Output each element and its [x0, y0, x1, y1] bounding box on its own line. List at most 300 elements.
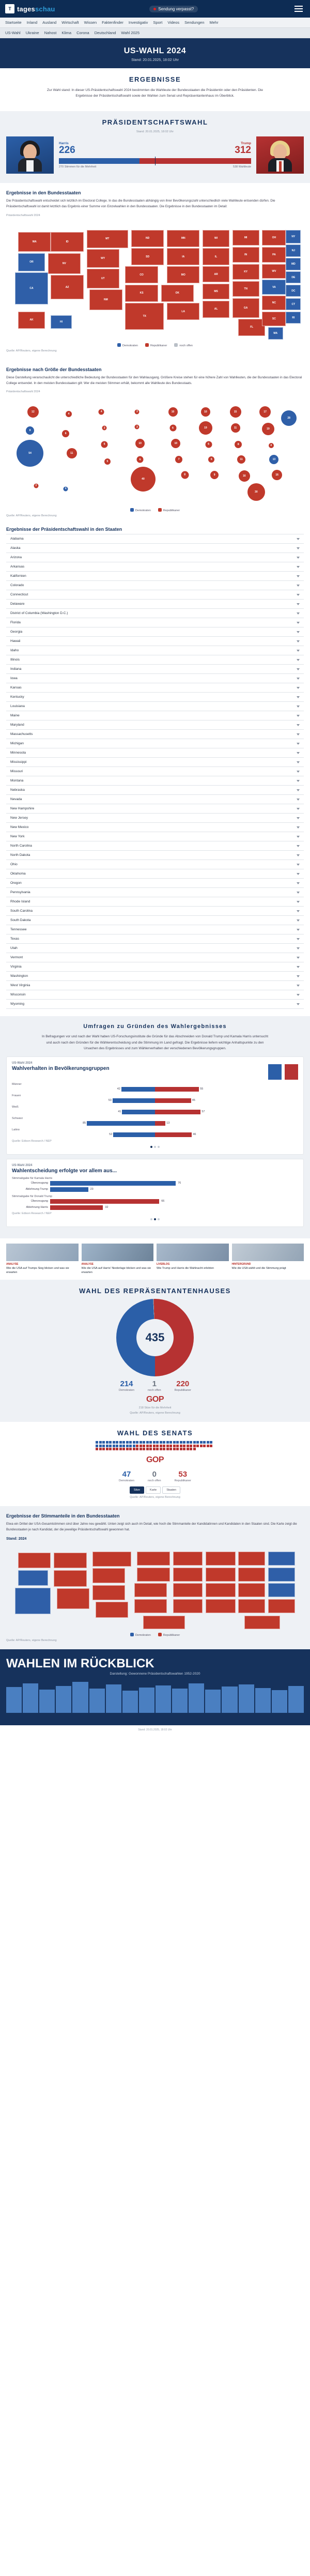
bubble-wy[interactable]: 3 [102, 426, 107, 431]
state-accordion-row[interactable] [6, 562, 304, 572]
bubble-in[interactable]: 11 [231, 423, 240, 433]
senate-seat [153, 1441, 156, 1444]
bubble-wi[interactable]: 10 [201, 407, 210, 417]
state-pa[interactable]: PA [262, 247, 286, 263]
state-accordion-row[interactable] [6, 925, 304, 934]
state-nj[interactable]: NJ [286, 244, 301, 257]
state-accordion-row[interactable] [6, 841, 304, 851]
bar-left-harris [12, 1098, 155, 1103]
senate-seat [129, 1445, 132, 1447]
senate-seat [106, 1445, 109, 1447]
state-nc[interactable]: NC [262, 296, 286, 310]
sub-navigation[interactable] [0, 28, 310, 38]
state-ri[interactable]: RI [286, 312, 301, 324]
motivation-label: Überzeugung [30, 1200, 48, 1203]
chevron-down-icon [297, 678, 300, 680]
bar-left-harris [12, 1132, 155, 1137]
demographic-group [12, 1117, 298, 1126]
state-accordion-row[interactable] [6, 590, 304, 600]
nav-item-5[interactable]: Faktenfinder [102, 20, 123, 25]
bubble-id[interactable]: 4 [66, 411, 72, 417]
card2-subhead-b: Stimmabgabe für Donald Trump [12, 1194, 52, 1198]
state-ar[interactable]: AR [203, 266, 229, 282]
subnav-item-4[interactable]: Corona [76, 30, 89, 35]
senate-seat [133, 1445, 135, 1447]
bubble-ny[interactable]: 28 [281, 410, 297, 426]
state-ks[interactable]: KS [125, 285, 158, 302]
pv-state-wy[interactable] [92, 1568, 125, 1583]
pv-state-ks[interactable] [134, 1599, 167, 1613]
state-accordion-label: Maryland [10, 723, 24, 727]
senate-seat [102, 1448, 105, 1450]
state-mt[interactable]: MT [87, 230, 129, 248]
retro-bar [56, 1686, 71, 1713]
state-accordion-row[interactable] [6, 916, 304, 925]
bubble-tx[interactable]: 40 [131, 467, 156, 492]
state-tx[interactable]: TX [125, 303, 164, 330]
state-nd[interactable]: ND [131, 230, 164, 247]
pv-state-il[interactable] [206, 1568, 236, 1582]
bubble-ut[interactable]: 6 [101, 441, 108, 448]
state-ia[interactable]: IA [167, 248, 199, 265]
trump-electoral-votes: 312 [235, 145, 251, 156]
state-accordion-label: Idaho [10, 649, 19, 653]
senate-seat [129, 1448, 132, 1450]
card2-carousel-dots[interactable] [12, 1218, 298, 1220]
pv-state-mn[interactable] [173, 1552, 203, 1566]
state-ky[interactable]: KY [233, 264, 259, 280]
bubble-wa[interactable]: 12 [27, 406, 39, 418]
state-or[interactable]: OR [18, 253, 45, 271]
state-ma[interactable]: MA [268, 327, 283, 340]
state-accordion-row[interactable] [6, 814, 304, 823]
state-accordion-row[interactable] [6, 581, 304, 590]
subnav-item-3[interactable]: Klima [61, 30, 72, 35]
teaser-2[interactable] [157, 1244, 229, 1275]
pv-state-ok[interactable] [173, 1599, 203, 1613]
house-rep-value: 220 [176, 1379, 190, 1389]
live-button[interactable] [149, 6, 198, 12]
house-section [0, 1280, 310, 1422]
senate-seat [119, 1441, 122, 1444]
state-wv[interactable]: WV [262, 264, 286, 279]
senate-seat [140, 1445, 142, 1447]
state-accordion-row[interactable] [6, 786, 304, 795]
retro-bar [72, 1682, 88, 1713]
chevron-down-icon [297, 873, 300, 875]
state-md[interactable]: MD [286, 258, 301, 270]
nav-item-2[interactable]: Ausland [42, 20, 57, 25]
chevron-down-icon [297, 864, 300, 866]
bubble-ks[interactable]: 6 [137, 456, 144, 463]
bubble-ok[interactable]: 7 [175, 456, 182, 463]
state-fl[interactable]: FL [238, 319, 265, 336]
state-de[interactable]: DE [286, 271, 301, 284]
senate-seat [176, 1441, 179, 1444]
state-wy[interactable]: WY [87, 249, 119, 267]
pv-state-nd[interactable] [137, 1552, 169, 1566]
bubble-ms[interactable]: 6 [208, 456, 214, 463]
pv-state-in[interactable] [238, 1568, 265, 1582]
state-mo[interactable]: MO [167, 266, 199, 283]
state-accordion-row[interactable] [6, 637, 304, 646]
state-ct[interactable]: CT [286, 298, 301, 311]
state-accordion-row[interactable] [6, 767, 304, 776]
chevron-down-icon [297, 799, 300, 801]
state-la[interactable]: LA [167, 303, 199, 320]
nav-item-10[interactable]: Mehr [209, 20, 219, 25]
state-accordion-label: Maine [10, 714, 20, 718]
bubble-la[interactable]: 8 [181, 471, 189, 479]
bubble-va[interactable]: 13 [269, 455, 278, 464]
pv-state-ut[interactable] [92, 1585, 125, 1600]
state-accordion-row[interactable] [6, 823, 304, 832]
state-accordion-row[interactable] [6, 655, 304, 665]
state-nm[interactable]: NM [89, 289, 122, 310]
pv-state-nc[interactable] [268, 1599, 295, 1613]
state-hi[interactable]: HI [51, 315, 71, 329]
senate-dem-label: Demokraten [119, 1479, 134, 1483]
card1-carousel-dots[interactable] [12, 1146, 298, 1148]
state-sc[interactable]: SC [262, 312, 286, 326]
bubble-co[interactable]: 10 [135, 439, 145, 448]
senate-seat [180, 1441, 182, 1444]
bubble-tn[interactable]: 11 [237, 455, 245, 464]
subnav-item-0[interactable]: US-Wahl [5, 30, 21, 35]
logo[interactable] [5, 4, 55, 13]
bubble-ca[interactable]: 54 [17, 440, 43, 467]
chevron-down-icon [297, 957, 300, 959]
popular-source: Quelle: AP/Reuters, eigene Berechnung [6, 1638, 57, 1642]
senate-seat [113, 1445, 115, 1447]
chevron-down-icon [297, 985, 300, 987]
nav-item-4[interactable]: Wissen [84, 20, 97, 25]
senate-dem-value: 47 [122, 1470, 131, 1479]
state-az[interactable]: AZ [51, 275, 83, 299]
state-accordion-row[interactable] [6, 860, 304, 869]
bubble-oh[interactable]: 17 [259, 406, 271, 418]
pv-state-ny[interactable] [268, 1552, 295, 1566]
senate-tabs[interactable] [6, 1486, 304, 1494]
pv-state-co[interactable] [134, 1583, 167, 1597]
pv-state-mt[interactable] [92, 1552, 131, 1567]
retro-bar [6, 1687, 22, 1713]
bubble-il[interactable]: 19 [199, 421, 212, 435]
pv-state-nm[interactable] [96, 1602, 128, 1618]
state-il[interactable]: IL [203, 248, 229, 265]
pv-state-va[interactable] [268, 1583, 295, 1597]
state-accordion-row[interactable] [6, 748, 304, 758]
state-co[interactable]: CO [125, 266, 158, 283]
teaser-title-1: Wie die USA auf Harris' Niederlage blicken und was sie erwarten [81, 1266, 151, 1274]
bubble-ar[interactable]: 6 [205, 441, 212, 448]
bubble-ia[interactable]: 6 [169, 425, 176, 432]
nav-item-9[interactable]: Sendungen [184, 20, 205, 25]
pv-state-wa[interactable] [18, 1553, 51, 1569]
state-map-intro: Die Präsidentschaftswahl entscheidet sich letztlich im Electoral College. In das die Bundesstaaten abhängig von ihrer Bevölkerungszahl unterschiedlich viele Wahlleute entsenden dürfen. Die Präsidentschaftswahl ist damit letztlich das Ergebnis einer Summe von Einzelwahlen in den Bundesstaaten. Die Ergebnisse in den Bundesstaaten im Detail: [6, 199, 275, 208]
chevron-down-icon [297, 585, 300, 587]
subnav-item-6[interactable]: Wahl 2025 [121, 30, 140, 35]
bubble-mo[interactable]: 10 [171, 439, 180, 448]
state-accordion-row[interactable] [6, 627, 304, 637]
house-legend [6, 1379, 304, 1392]
logo-letter: T [8, 6, 11, 11]
bubble-hi[interactable]: 4 [64, 486, 68, 491]
state-accordion-row[interactable] [6, 888, 304, 897]
bubble-nv[interactable]: 6 [62, 430, 69, 437]
presidential-timestamp: Stand: 20.01.2025, 18:02 Uhr [136, 130, 174, 134]
teaser-0[interactable] [6, 1244, 79, 1275]
state-accordion-row[interactable] [6, 553, 304, 562]
bubble-ky[interactable]: 8 [235, 441, 242, 448]
harris-value: 53 [108, 1099, 112, 1102]
hamburger-menu-icon[interactable] [292, 4, 305, 14]
house-heading: WAHL DES REPRÄSENTANTENHAUSES [79, 1287, 231, 1295]
pv-state-wi[interactable] [206, 1552, 236, 1566]
card1-kicker: US-Wahl 2024 [12, 1061, 33, 1065]
bubble-mt[interactable]: 4 [99, 409, 104, 415]
state-accordion-label: Alabama [10, 537, 24, 541]
state-accordion-row[interactable] [6, 972, 304, 981]
state-accordion-row[interactable] [6, 1000, 304, 1009]
state-mi[interactable]: MI [233, 230, 259, 246]
state-wa[interactable]: WA [18, 232, 51, 252]
state-accordion-label: Nebraska [10, 788, 25, 792]
tab-sitze[interactable]: Sitze [130, 1486, 144, 1494]
senate-seat [136, 1448, 138, 1450]
state-nv[interactable]: NV [48, 253, 81, 274]
subnav-item-2[interactable]: Nahost [44, 30, 57, 35]
bubble-fl[interactable]: 30 [247, 483, 265, 501]
subnav-item-5[interactable]: Deutschland [94, 30, 116, 35]
bubble-map-intro: Diese Darstellung veranschaulicht die unterschiedliche Bedeutung der Bundesstaaten für den Wahlausgang. Größere Kreise stehen für eine höhere Zahl von Wahlleuten, die der Bundesstaaten in das Electoral College entsendet. In den meisten Bundesstaaten gilt: Wer die meisten Stimmen erhält, bekommt alle Wahlleute des Bundesstaats. [6, 375, 302, 385]
pv-state-id[interactable] [54, 1553, 86, 1569]
tab-staaten[interactable]: Staaten [162, 1486, 180, 1494]
results-heading: ERGEBNISSE [129, 75, 181, 83]
teaser-3[interactable] [232, 1244, 304, 1275]
nav-item-7[interactable]: Sport [153, 20, 163, 25]
pv-state-mi[interactable] [238, 1552, 265, 1566]
demographic-group-label: Weiß [12, 1105, 19, 1109]
state-accordion-row[interactable] [6, 953, 304, 962]
state-sd[interactable]: SD [131, 248, 164, 265]
pv-state-az[interactable] [57, 1588, 89, 1608]
state-ny[interactable]: NY [286, 230, 301, 243]
bubble-az[interactable]: 11 [67, 448, 77, 458]
state-accordion-row[interactable] [6, 609, 304, 618]
house-open-value: 1 [152, 1379, 157, 1389]
state-accordion-row[interactable] [6, 907, 304, 916]
state-accordion[interactable] [6, 534, 304, 1009]
house-majority-label: 218 Sitze für die Mehrheit [138, 1406, 172, 1410]
state-accordion-row[interactable] [6, 711, 304, 720]
chevron-down-icon [297, 687, 300, 689]
state-accordion-row[interactable] [6, 804, 304, 814]
bubble-nm[interactable]: 5 [104, 458, 111, 465]
state-accordion-row[interactable] [6, 702, 304, 711]
pv-state-ga[interactable] [238, 1599, 265, 1613]
senate-seat [153, 1445, 156, 1447]
senate-seat [99, 1448, 102, 1450]
pv-state-ca[interactable] [15, 1588, 51, 1614]
pv-state-ar[interactable] [206, 1583, 236, 1597]
state-accordion-row[interactable] [6, 665, 304, 674]
popular-year-badge: Stand: 2024 [6, 1537, 27, 1541]
main-navigation[interactable] [0, 18, 310, 28]
pv-state-sd[interactable] [137, 1568, 169, 1582]
senate-rep-label: Republikaner [174, 1479, 191, 1483]
state-accordion-row[interactable] [6, 758, 304, 767]
nav-item-0[interactable]: Startseite [5, 20, 22, 25]
harris-value: 52 [109, 1133, 113, 1137]
state-va[interactable]: VA [262, 280, 286, 294]
senate-seat [166, 1448, 169, 1450]
demographic-group-label: Frauen [12, 1094, 21, 1097]
state-accordion-label: Delaware [10, 602, 25, 606]
bubble-al[interactable]: 9 [210, 471, 219, 479]
senate-seat [136, 1445, 138, 1447]
senate-seat [122, 1448, 125, 1450]
state-accordion-label: North Carolina [10, 844, 32, 848]
state-list-title: Ergebnisse der Präsidentschaftswahl in den Staaten [6, 527, 122, 532]
brand-prefix: tages [17, 5, 35, 13]
nav-item-6[interactable]: Investigativ [128, 20, 148, 25]
state-accordion-row[interactable] [6, 897, 304, 907]
pv-state-fl[interactable] [244, 1616, 280, 1629]
results-lede: Zur Wahl stand: In dieser US-Präsidentschaftswahl 2024 bestimmten die Wahlleute der Bundesstaaten die Präsidentin oder den Präsidenten. Die Ergebnisse der Präsidentschaftswahl sowie der Wahlen zum Senat und Repräsentantenhaus im Überblick. [47, 88, 263, 98]
popular-vote-map[interactable] [6, 1544, 304, 1632]
chevron-down-icon [297, 929, 300, 931]
state-accordion-row[interactable] [6, 869, 304, 879]
chevron-down-icon [297, 845, 300, 847]
senate-seat [102, 1441, 105, 1444]
state-accordion-row[interactable] [6, 990, 304, 1000]
state-al[interactable]: AL [203, 301, 229, 318]
state-tn[interactable]: TN [233, 281, 259, 297]
state-accordion-label: Tennessee [10, 928, 27, 932]
senate-seat [136, 1441, 138, 1444]
bubble-nc[interactable]: 16 [272, 470, 282, 480]
bar-right-trump [155, 1087, 298, 1092]
state-ok[interactable]: OK [161, 285, 194, 302]
pv-state-mo[interactable] [173, 1583, 203, 1597]
pv-state-or[interactable] [18, 1570, 48, 1586]
state-ms[interactable]: MS [203, 284, 229, 300]
electoral-map[interactable] [6, 220, 304, 342]
state-accordion-row[interactable] [6, 730, 304, 739]
nav-item-3[interactable]: Wirtschaft [61, 20, 79, 25]
state-oh[interactable]: OH [262, 230, 286, 246]
bubble-ga[interactable]: 16 [239, 470, 250, 482]
pv-state-tx[interactable] [143, 1616, 185, 1629]
survey-card-demographics [6, 1056, 304, 1155]
harris-value: 42 [117, 1087, 120, 1091]
state-accordion-row[interactable] [6, 693, 304, 702]
state-accordion-row[interactable] [6, 934, 304, 944]
state-accordion-row[interactable] [6, 832, 304, 841]
bubble-mi[interactable]: 15 [230, 406, 241, 418]
state-mn[interactable]: MN [167, 230, 199, 247]
tab-karte[interactable]: Karte [146, 1486, 161, 1494]
subnav-item-1[interactable]: Ukraine [25, 30, 39, 35]
state-accordion-row[interactable] [6, 544, 304, 553]
house-dem [119, 1379, 134, 1392]
senate-seat [187, 1448, 189, 1450]
house-rep [175, 1379, 191, 1392]
chevron-down-icon [297, 789, 300, 791]
state-accordion-row[interactable] [6, 981, 304, 990]
state-wi[interactable]: WI [203, 230, 229, 247]
state-accordion-row[interactable] [6, 739, 304, 748]
state-accordion-row[interactable] [6, 534, 304, 544]
state-accordion-row[interactable] [6, 618, 304, 627]
state-id[interactable]: ID [51, 232, 83, 252]
senate-seat [146, 1445, 149, 1447]
pv-state-nj[interactable] [268, 1568, 295, 1582]
state-accordion-row[interactable] [6, 879, 304, 888]
house-dem-value: 214 [120, 1379, 133, 1389]
mini-head-trump [285, 1064, 298, 1080]
state-accordion-label: Minnesota [10, 751, 26, 755]
candidate-photo-trump [256, 136, 304, 174]
retro-bar [272, 1690, 287, 1713]
pv-state-ms[interactable] [206, 1599, 236, 1613]
bubble-sd[interactable]: 3 [135, 425, 140, 430]
state-accordion-row[interactable] [6, 674, 304, 683]
bubble-pa[interactable]: 19 [262, 423, 274, 435]
state-accordion-row[interactable] [6, 776, 304, 786]
motivation-value: 23 [90, 1188, 94, 1191]
state-ak[interactable]: AK [18, 312, 45, 329]
nav-item-8[interactable]: Videos [167, 20, 180, 25]
nav-item-1[interactable]: Inland [26, 20, 38, 25]
bubble-or[interactable]: 8 [26, 426, 34, 435]
pv-state-nv[interactable] [54, 1570, 86, 1587]
teaser-1[interactable] [82, 1244, 154, 1275]
state-accordion-row[interactable] [6, 795, 304, 804]
bubble-mn[interactable]: 10 [168, 407, 178, 417]
bubble-map[interactable] [6, 396, 304, 505]
state-ga[interactable]: GA [233, 298, 259, 318]
motivation-row [12, 1199, 298, 1204]
chevron-down-icon [297, 668, 300, 670]
state-accordion-row[interactable] [6, 572, 304, 581]
state-accordion-row[interactable] [6, 962, 304, 972]
state-accordion-label: Florida [10, 621, 21, 625]
motivation-value: 32 [105, 1206, 109, 1209]
page-title: US-WAHL 2024 [123, 47, 187, 55]
state-accordion-row[interactable] [6, 720, 304, 730]
chevron-down-icon [297, 547, 300, 549]
state-ca[interactable]: CA [15, 272, 48, 304]
state-dc[interactable]: DC [286, 285, 301, 297]
state-accordion-row[interactable] [6, 944, 304, 953]
state-accordion-row[interactable] [6, 646, 304, 655]
bubble-ak[interactable]: 3 [34, 483, 38, 488]
state-accordion-row[interactable] [6, 851, 304, 860]
state-accordion-row[interactable] [6, 683, 304, 693]
senate-seat [200, 1441, 203, 1444]
state-accordion-row[interactable] [6, 600, 304, 609]
presidential-heading: PRÄSIDENTSCHAFTSWAHL [102, 118, 208, 127]
state-in[interactable]: IN [233, 247, 259, 263]
pv-state-ia[interactable] [173, 1568, 203, 1582]
state-ut[interactable]: UT [87, 269, 119, 288]
senate-seat [122, 1441, 125, 1444]
bubble-nd[interactable]: 3 [135, 409, 140, 414]
bubble-wv[interactable]: 4 [269, 443, 274, 448]
pv-state-ky[interactable] [238, 1583, 265, 1597]
